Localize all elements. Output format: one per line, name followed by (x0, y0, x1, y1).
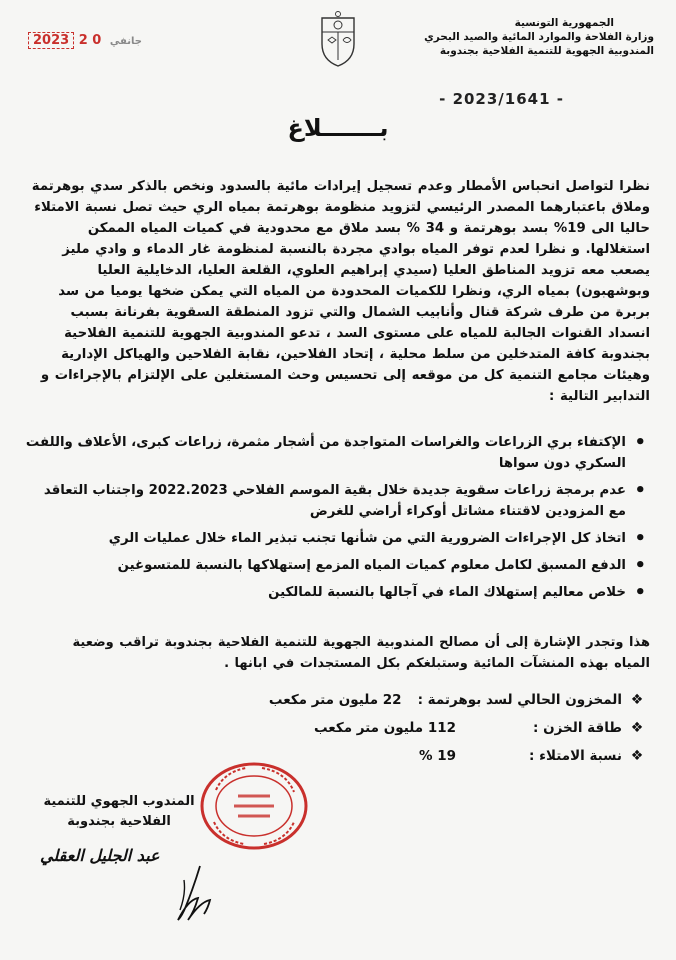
measures-list (22, 432, 650, 609)
stat-value: 112 مليون متر مكعب (313, 720, 456, 736)
date-stamp-month: جانفي (109, 36, 142, 47)
date-stamp-day: 0 2 (78, 33, 102, 48)
stat-label: نسبة الامتلاء : (528, 748, 622, 764)
intro-paragraph: نظرا لتواصل انحباس الأمطار وعدم تسجيل إيرادات مائية بالسدود ونخص بالذكر سدي بوهرتمة وملاق باعتبارهما المصدر الرئيسي لتزويد منظومة بوهرتمة بمياه الري حيث تصل نسبة الامتلاء حاليا الى 19% بسد بوهرتمة و 34 % بسد ملاق مع محدودية في كميات المياه الممكن استغلالها. و نظرا لعدم توفر المياه بوادي مجردة بالنسبة لمنظومة غار الدماء و وادي مليز يصعب معه تزويد المناطق العليا (سيدي إبراهيم العلوي، القلعة العليا، الدخايلية العليا وبوشهبون) بمياه الري، ونظرا للكميات المحدودة من المياه التي يمكن ضخها يوميا من سد بربرة من طرف شركة قنال وأنابيب الشمال والتي تزود المنطقة السقوية بفرنانة بسبب انسداد القنوات الجالبة للمياه على مستوى السد ، تدعو المندوبية الجهوية للتنمية الفلاحية بجندوبة كافة المتدخلين من سلط محلية ، إتحاد الفلاحين، نقابة الفلاحين والهياكل الإدارية وهيئات مجامع التنمية كل من موقعه إلى تحسيس وحث المستغلين على الإلتزام بالإجراءات و التدابير التالية : (31, 179, 650, 404)
letterhead-delegation: المندوبية الجهوية للتنمية الفلاحية بجندوبة (439, 45, 654, 57)
stat-value: 19 % (418, 748, 456, 764)
date-stamp (28, 33, 146, 48)
handwritten-signature-icon (150, 860, 230, 930)
reference-number-value: 2023/1641 (452, 90, 551, 108)
measure-item: • الإكتفاء بري الزراعات والغراسات المتواجدة من أشجار مثمرة، زراعات كبرى، الأعلاف واللفت السكري دون سواها (22, 432, 650, 474)
stat-label: المخزون الحالي لسد بوهرتمة : (417, 692, 622, 708)
letterhead-ministry: وزارة الفلاحة والموارد المائية والصيد البحري (424, 31, 654, 43)
stat-current-stock (176, 686, 646, 714)
letterhead (414, 16, 654, 58)
document-title: بـــــــلاغ (287, 114, 389, 142)
signatory-name: عبد الجليل العقلي (40, 846, 160, 865)
measure-item: • خلاص معاليم إستهلاك الماء في آجالها بالنسبة للمالكين (22, 582, 650, 603)
stat-capacity (176, 714, 646, 742)
stat-label: طاقة الخزن : (533, 720, 622, 736)
measure-item: • الدفع المسبق لكامل معلوم كميات المياه المزمع إستهلاكها بالنسبة للمتسوغين (22, 555, 650, 576)
signatory-title-2: الفلاحية بجندوبة (67, 814, 171, 829)
stat-value: 22 مليون متر مكعب (268, 692, 402, 708)
official-seal-icon (198, 760, 310, 852)
date-stamp-year: 2023 (28, 32, 74, 49)
closing-paragraph: هذا وتجدر الإشارة إلى أن مصالح المندوبية الجهوية للتنمية الفلاحية بجندوبة تراقب وضعية المياه بهذه المنشآت المائية وستبلغكم بكل المستجدات في ابانها . (72, 635, 650, 671)
tunisia-coat-of-arms-icon (316, 10, 360, 68)
diamond-bullet-icon: ❖ (630, 748, 644, 764)
signature-block (34, 792, 204, 832)
measure-item: • عدم برمجة زراعات سقوية جديدة خلال بقية الموسم الفلاحي 2022.2023 واجتناب التعاقد مع المزودين لاقتناء مشاتل أوكراء أراضي للغرض (22, 480, 650, 522)
dam-stats (176, 686, 646, 770)
reference-number: - 2023/1641 - (439, 90, 564, 108)
measure-item: • اتخاذ كل الإجراءات الضرورية التي من شأنها تجنب تبذير الماء خلال عمليات الري (22, 528, 650, 549)
signatory-title: المندوب الجهوي للتنمية (43, 794, 195, 809)
diamond-bullet-icon: ❖ (630, 692, 644, 708)
letterhead-republic: الجمهورية التونسية (514, 17, 614, 29)
diamond-bullet-icon: ❖ (630, 720, 644, 736)
